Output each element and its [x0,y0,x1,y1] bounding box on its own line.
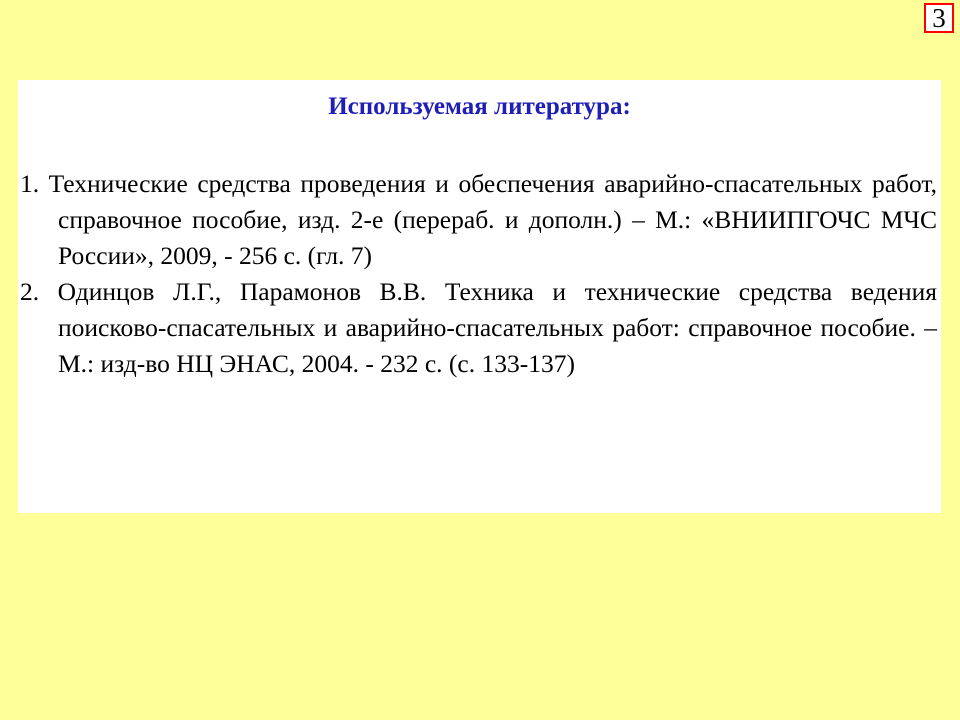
reference-list [20,166,937,382]
page-number-badge: 3 [924,3,954,33]
bibliography-panel [18,80,941,513]
reference-item-2: 2. Одинцов Л.Г., Парамонов В.В. Техника и технические средства ведения поисково-спасательных и аварийно-спасательных работ: справочное пособие. – М.: изд-во НЦ ЭНАС, 2004. - 232 с. (с. 133-137) [20,277,937,378]
reference-item-1: 1. Технические средства проведения и обеспечения аварийно-спасательных работ, справочное пособие, изд. 2-е (перераб. и дополн.) – М.: «ВНИИПГОЧС МЧС России», 2009, - 256 с. (гл. 7) [20,169,937,270]
slide-title: Используемая литература: [328,93,631,120]
